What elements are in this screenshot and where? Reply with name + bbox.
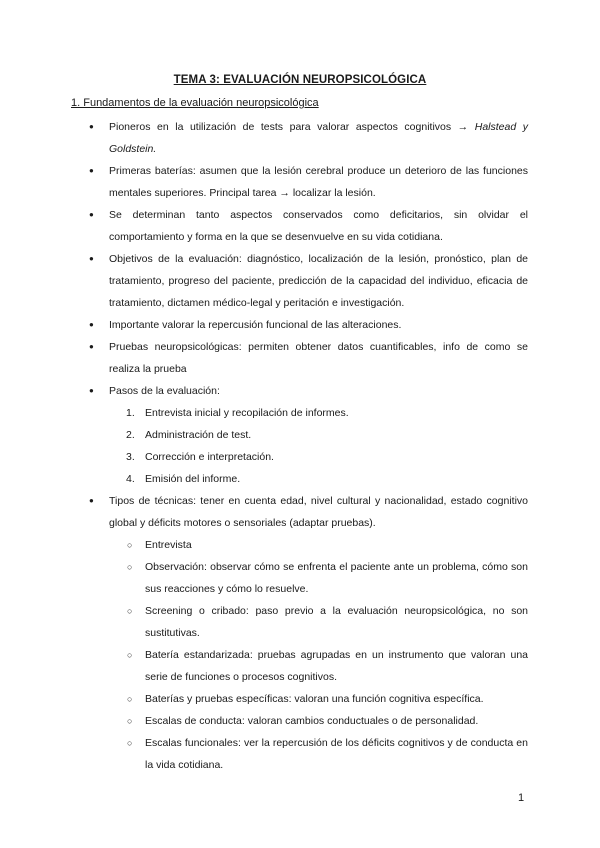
step-text: Emisión del informe. — [145, 473, 241, 485]
step-item — [126, 402, 528, 424]
bullet-technique-types: ● Tipos de técnicas: tener en cuenta edad, nivel cultural y nacionalidad, estado cognitivo global y déficits motores o sensoriales (adaptar pruebas). — [109, 490, 528, 534]
technique-item: ○ Escalas funcionales: ver la repercusión de los déficits cognitivos y de conducta en la vida cotidiana. — [145, 732, 528, 776]
step-text: Administración de test. — [145, 429, 252, 441]
technique-item: ○ Screening o cribado: paso previo a la evaluación neuropsicológica, no son sustitutivas. — [145, 600, 528, 644]
step-text: Corrección e interpretación. — [145, 451, 274, 463]
bullet-evaluation-steps: ● Pasos de la evaluación: — [109, 380, 528, 402]
technique-item: ○ Baterías y pruebas específicas: valoran una función cognitiva específica. — [145, 688, 528, 710]
step-number: 2. — [126, 429, 135, 441]
step-item — [126, 446, 528, 468]
technique-item: ○ Entrevista — [145, 534, 528, 556]
bullet-pioneers — [109, 116, 528, 160]
technique-item: ○ Observación: observar cómo se enfrenta el paciente ante un problema, cómo son sus reacciones y cómo lo resuelve. — [145, 556, 528, 600]
bullet-aspects: ● Se determinan tanto aspectos conservados como deficitarios, sin olvidar el comportamiento y forma en la que se desenvuelve en su vida cotidiana. — [109, 204, 528, 248]
content — [0, 116, 600, 776]
bullet-functional-repercussion: ● Importante valorar la repercusión funcional de las alteraciones. — [109, 314, 528, 336]
section-heading: 1. Fundamentos de la evaluación neuropsicológica — [71, 97, 319, 109]
document-title: TEMA 3: EVALUACIÓN NEUROPSICOLÓGICA — [173, 74, 427, 86]
step-number: 4. — [126, 473, 135, 485]
step-item — [126, 468, 528, 490]
step-number: 3. — [126, 451, 135, 463]
technique-item: ○ Batería estandarizada: pruebas agrupadas en un instrumento que valoran una serie de funciones o procesos cognitivos. — [145, 644, 528, 688]
bullet-neuropsych-tests: ● Pruebas neuropsicológicas: permiten obtener datos cuantificables, info de como se realiza la prueba — [109, 336, 528, 380]
step-text: Entrevista inicial y recopilación de informes. — [145, 407, 349, 419]
technique-item: ○ Escalas de conducta: valoran cambios conductuales o de personalidad. — [145, 710, 528, 732]
step-number: 1. — [126, 407, 135, 419]
bullet-text: Pioneros en la utilización de tests para valorar aspectos cognitivos → — [109, 121, 469, 133]
bullet-objectives: ● Objetivos de la evaluación: diagnóstico, localización de la lesión, pronóstico, plan de tratamiento, progreso del paciente, predicción de la capacidad del individuo, eficacia de tratamiento, dictamen médico-legal y peritación e investigación. — [109, 248, 528, 314]
bullet-italic-text: Halstead y Goldstein. — [109, 121, 528, 155]
step-item — [126, 424, 528, 446]
page-number: 1 — [518, 792, 525, 804]
bullet-first-batteries: ● Primeras baterías: asumen que la lesión cerebral produce un deterioro de las funciones mentales superiores. Principal tarea → localizar la lesión. — [109, 160, 528, 204]
